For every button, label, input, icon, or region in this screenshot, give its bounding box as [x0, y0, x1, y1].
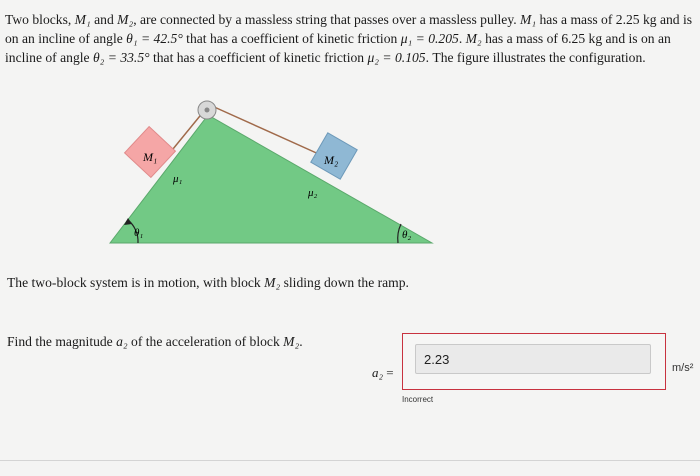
m2-symbol: M₂ [264, 275, 281, 290]
mu1-label: μ₁ [173, 173, 183, 185]
m2-symbol: M₂ [117, 12, 134, 27]
problem-text-part: . [458, 31, 466, 46]
statement-text-part: sliding down the ramp. [280, 275, 409, 290]
problem-text-part: has a mass of 2.25 kg and is on an incline of angle [5, 12, 693, 46]
divider [0, 460, 700, 461]
theta2-label: θ₂ [402, 229, 412, 241]
problem-text-part: . The figure illustrates the configuration. [425, 50, 646, 65]
theta2-value: θ₂ = 33.5° [92, 50, 150, 65]
feedback-incorrect: Incorrect [402, 395, 434, 404]
m2-symbol: M₂ [465, 31, 482, 46]
a2-symbol: a₂ [116, 334, 128, 349]
question-text-part: . [299, 334, 303, 349]
theta1-value: θ₁ = 42.5° [126, 31, 183, 46]
question-text [7, 334, 303, 350]
block-m1-label: M₁ [143, 150, 158, 164]
problem-text-part: Two blocks, [5, 12, 75, 27]
answer-unit: m/s² [672, 362, 694, 374]
question-text-part: of the acceleration of block [127, 334, 284, 349]
mu1-value: μ₁ = 0.205 [400, 31, 459, 46]
mu2-value: μ₂ = 0.105 [367, 50, 426, 65]
incline-figure [100, 88, 440, 258]
problem-text-part: and [90, 12, 118, 27]
problem-text-part: that has a coefficient of kinetic friction [182, 31, 401, 46]
theta1-label: θ₁ [134, 227, 144, 239]
motion-statement [7, 275, 409, 291]
answer-variable-label [372, 365, 394, 381]
problem-text-part: that has a coefficient of kinetic friction [149, 50, 368, 65]
a2-symbol: a₂ [372, 365, 384, 380]
m2-symbol: M₂ [283, 334, 300, 349]
problem-text-part: , are connected by a massless string that passes over a massless pulley. [133, 12, 521, 27]
answer-box [402, 333, 666, 390]
m1-symbol: M₁ [74, 12, 91, 27]
equals-sign: = [386, 365, 394, 380]
statement-text-part: The two-block system is in motion, with block [7, 275, 265, 290]
answer-input[interactable] [415, 344, 651, 374]
problem-text-part: has a mass of 6.25 kg and is on an incline of angle [5, 31, 671, 65]
block-m2-label: M₂ [324, 153, 339, 167]
problem-text [5, 10, 695, 67]
pulley-icon [198, 101, 216, 119]
mu2-label: μ₂ [308, 187, 318, 199]
question-text-part: Find the magnitude [7, 334, 117, 349]
m1-symbol: M₁ [520, 12, 537, 27]
double-incline-ramp [110, 115, 432, 243]
